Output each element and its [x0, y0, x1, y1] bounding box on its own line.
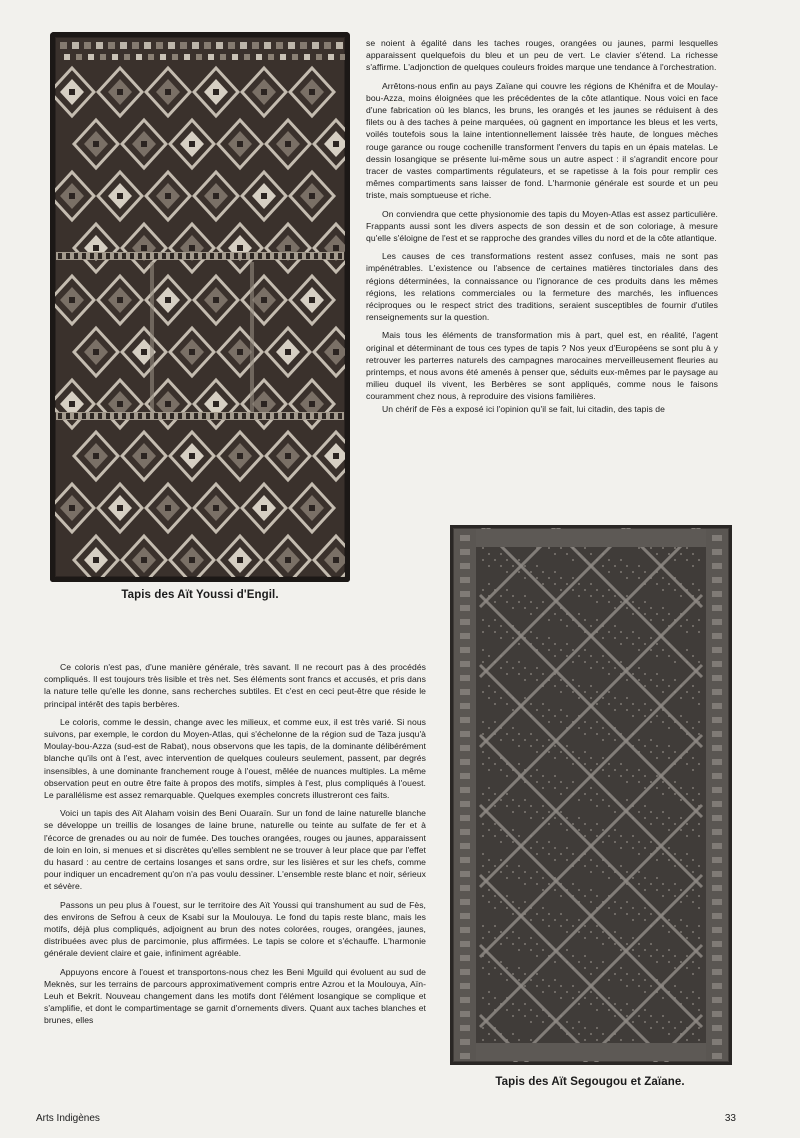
paragraph: Voici un tapis des Aït Alaham voisin des Beni Ouaraïn. Sur un fond de laine naturelle blanche se développe un treillis de losanges de laine brune, naturelle ou teinte au sulfate de fer et à l'écorce de grenades ou au noir de fumée. Des touches orangées, rouges ou jaunes, apparaissent de loin en loin, si menues et si discrètes qu'elles semblent ne se trouver à leur place que par l'effet du hasard : au centre de certains losanges et sans ordre, sur les lisières et sur les chefs, comme pour indiquer un encadrement qu'on n'a pas voulu dessiner. L'ensemble reste blanc et noir, sérieux et sévère.	[44, 808, 426, 892]
footer-page-number: 33	[724, 1113, 736, 1124]
paragraph: Ce coloris n'est pas, d'une manière générale, très savant. Il ne recourt pas à des procédés compliqués. Il est toujours très lisible et très net. Ses éléments sont francs et accusés, et pris dans la nature telle qu'elle les donne, sans recherches subtiles. Et c'est en ceci peut-être que réside le principal intérêt des tapis berbères.	[44, 662, 426, 709]
text-column-top	[366, 37, 718, 421]
rug-pattern-trellis	[450, 525, 732, 1065]
paragraph: On conviendra que cette physionomie des tapis du Moyen-Atlas est assez particulière. Frappants aussi sont les divers aspects de son dessin et de son coloriage, à mesure qu'elle s'éloigne de l'est et se rapproche des grandes villes du nord et de la côte atlantique.	[366, 208, 718, 244]
paragraph: Un chérif de Fès a exposé ici l'opinion qu'il se fait, lui citadin, des tapis de	[382, 403, 665, 414]
caption-rug-ait-youssi: Tapis des Aït Youssi d'Engil.	[121, 589, 279, 601]
paragraph: Mais tous les éléments de transformation mis à part, quel est, en réalité, l'agent original et déterminant de tous ces types de tapis ? Nos yeux d'Européens se sont plu à y retrouver les parterres naturels des campagnes marocaines merveilleusement fleuries au printemps, et nous avons été amenés à penser que, séduits eux-mêmes par le paysage au milieu duquel ils vivent, les Berbères se sont appliqués, comme nous le faisons couramment chez nous, à reproduire des visions familières.	[366, 330, 718, 402]
paragraph: Le coloris, comme le dessin, change avec les milieux, et comme eux, il est très varié. Si nous suivons, par exemple, le cordon du Moyen-Atlas, qui s'échelonne de la région sud de Taza jusqu'à Moulay-bou-Azza (sud-est de Rabat), nous observons que les tapis, de la dominante délibérément blanche qu'ils ont à l'est, avec intervention de quelques couleurs seulement, passent, par degrés insensibles, à une dominante franchement rouge à l'ouest, mêlée de nuances multiples. La même observation peut en outre être faite à propos des motifs, simples à l'est, plus compliqués à l'ouest. Le parallélisme est assez remarquable. Quelques exemples concrets illustreront ces faits.	[44, 716, 426, 801]
rug-pattern-diamonds	[50, 32, 350, 582]
paragraph: se noient à égalité dans les taches rouges, orangées ou jaunes, parmi lesquelles apparaissent quelquefois du bleu et un peu de vert. Le clavier s'étend. La richesse s'affirme. L'adjonction de quelques couleurs froides marque une tendance à l'orchestration.	[366, 38, 718, 73]
caption-rug-ait-segougou: Tapis des Aït Segougou et Zaïane.	[495, 1076, 685, 1088]
rug-photo-ait-segougou	[450, 525, 732, 1065]
footer-publication: Arts Indigènes	[36, 1113, 100, 1124]
text-column-bottom	[44, 661, 426, 1033]
paragraph: Passons un peu plus à l'ouest, sur le territoire des Aït Youssi qui transhument au sud de Fès, des environs de Sefrou à ceux de Ksabi sur la Moulouya. Le fond du tapis reste blanc, mais les motifs, déjà plus compliqués, adjoignent au brun des notes colorées, rouges, orangées, jaunes, distribuées avec plus de parcimonie, plus affirmées. Le tapis se colore et s'échauffe. L'harmonie générale devient claire et gaie, infiniment agréable.	[44, 899, 426, 959]
paragraph: Appuyons encore à l'ouest et transportons-nous chez les Beni Mguild qui évoluent au sud de Meknès, sur les terrains de parcours approximativement compris entre Azrou et la Moulouya, Aïn- Leuh et Bekrit. Nouveau changement dans les motifs dont l'élément losangique se complique et s'amplifie, et dont le compartimentage se garnit d'ornements divers. Quant aux taches blanches et brunes, elles	[44, 966, 426, 1026]
rug-photo-ait-youssi	[50, 32, 350, 582]
paragraph: Arrêtons-nous enfin au pays Zaïane qui couvre les régions de Khénifra et de Moulay-bou-Azza, moins éloignées que les précédentes de la côte atlantique. Nous voici en face d'une fabrication où les blancs, les bruns, les orangés et les jaunes se réduisent à des filets ou à des taches à peine marquées, où gagnent en importance les bleus et les verts, voilés toutefois sous la laine intentionnellement laissée très haute, de longues mèches rouge garance ou rouge cochenille transforment l'envers du tapis en un épais matelas. Le dessin losangique se présente lui-même sous un autre aspect : il s'agrandit encore pour tracer de vastes compartiments régulateurs, et se rapetisse à la fois pour remplir ces mêmes compartiments sans laisser de fond. L'harmonie générale est sourde et un peu triste, mais somptueuse et riche.	[366, 80, 718, 201]
paragraph: Les causes de ces transformations restent assez confuses, mais ne sont pas impénétrables. L'existence ou l'absence de certaines matières tinctoriales dans des régions déterminées, la connaissance ou l'ignorance de ces produits dans les mêmes régions, les relations commerciales ou la fermeture des marchés, les influences réciproques ou le respect strict des traditions, seraient susceptibles de fournir d'utiles renseignements sur la question.	[366, 251, 718, 323]
